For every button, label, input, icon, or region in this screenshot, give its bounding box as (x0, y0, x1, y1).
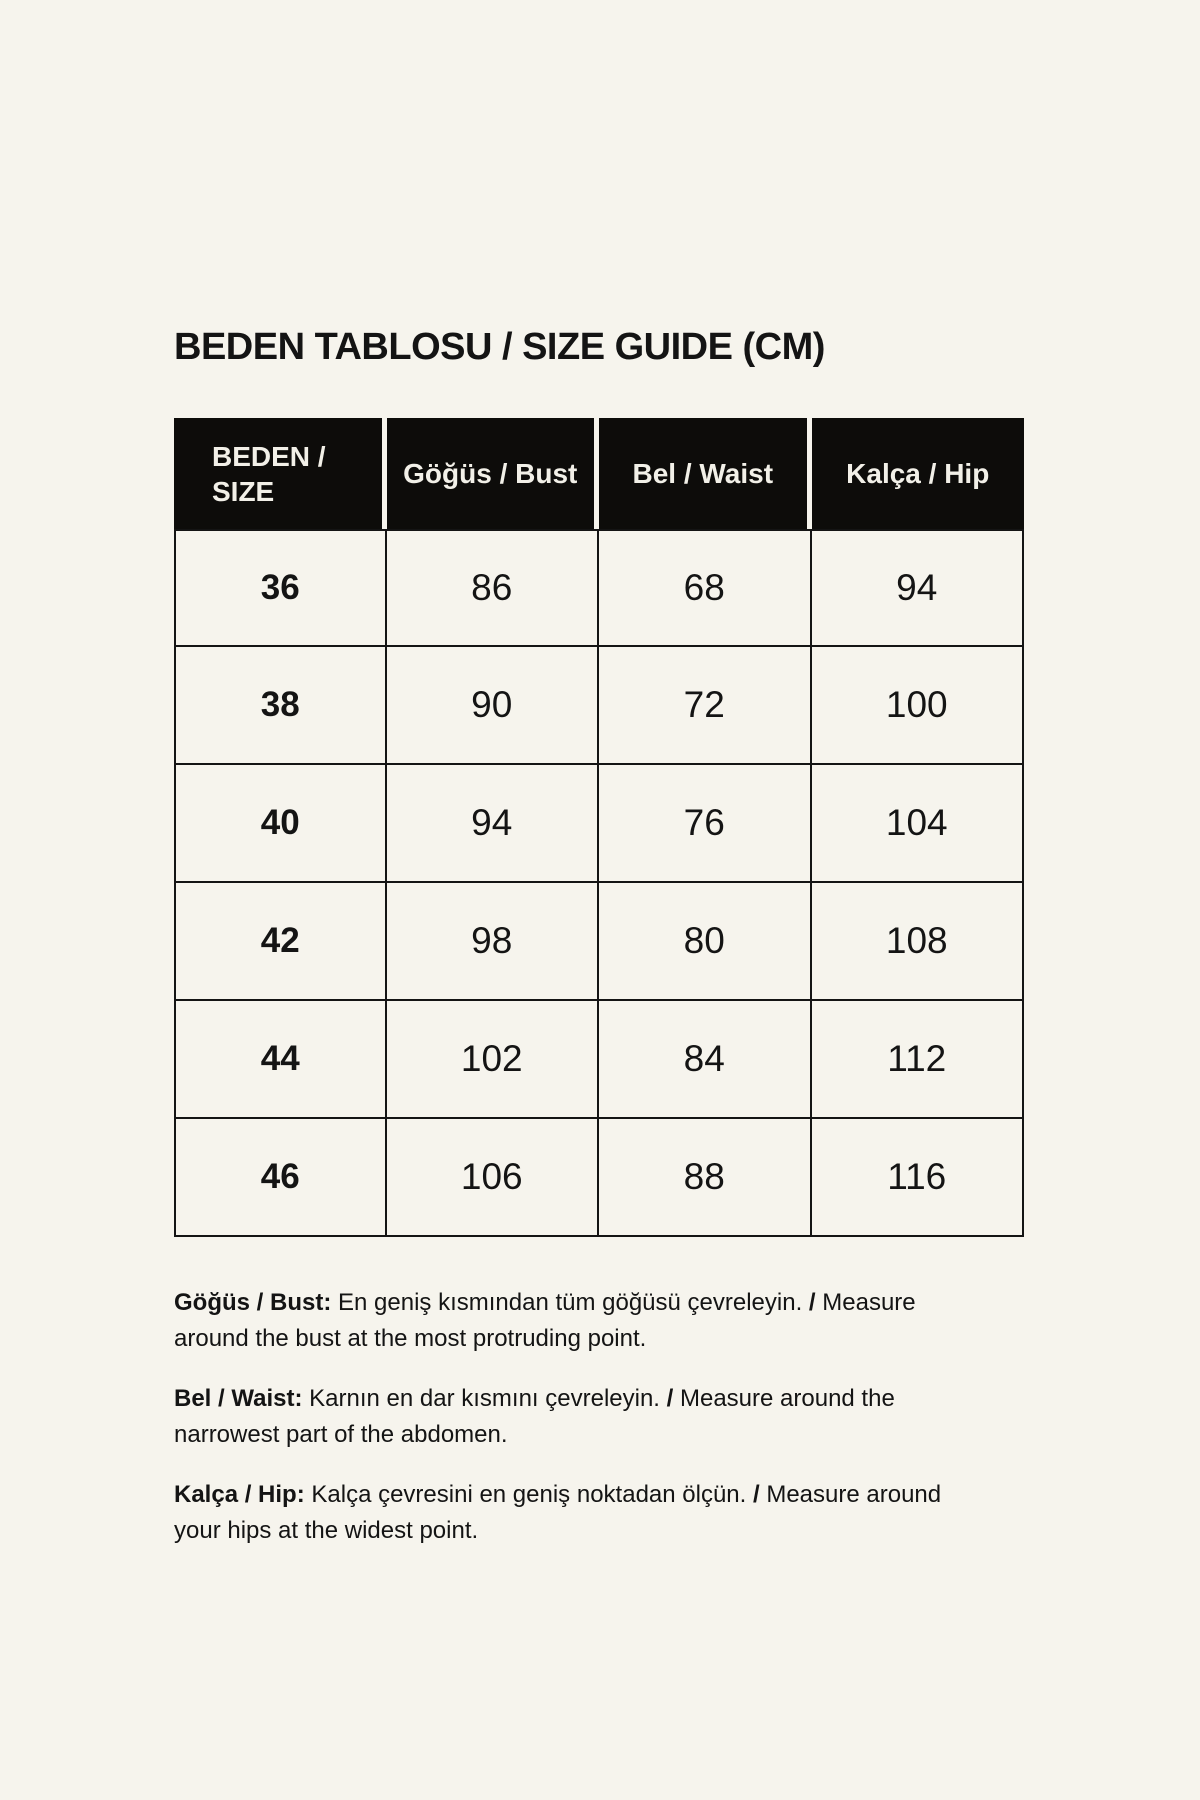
note-waist-text-en: Measure around the narrowest part of the abdomen. (174, 1385, 895, 1448)
note-hip-text-tr: Kalça çevresini en geniş noktadan ölçün. (311, 1481, 747, 1508)
table-row-44 (174, 1001, 1024, 1119)
size-table-body (174, 529, 1024, 1237)
cell-bust: 98 (387, 883, 600, 1001)
note-waist-separator: / (666, 1385, 674, 1412)
cell-hip: 112 (812, 1001, 1025, 1119)
note-bust-separator: / (808, 1289, 816, 1316)
cell-bust: 102 (387, 1001, 600, 1119)
cell-hip: 94 (812, 529, 1025, 647)
cell-bust: 86 (387, 529, 600, 647)
cell-waist: 80 (599, 883, 812, 1001)
cell-size: 40 (174, 765, 387, 883)
note-hip-label: Kalça / Hip: (174, 1481, 305, 1508)
note-waist (174, 1381, 974, 1453)
cell-size: 38 (174, 647, 387, 765)
table-row-38 (174, 647, 1024, 765)
note-waist-text-tr: Karnın en dar kısmını çevreleyin. (309, 1385, 660, 1412)
size-table-header-row (174, 418, 1024, 529)
cell-size: 36 (174, 529, 387, 647)
note-hip-separator: / (753, 1481, 760, 1508)
size-table-head (174, 418, 1024, 529)
measurement-notes (174, 1285, 974, 1549)
note-bust-label: Göğüs / Bust: (174, 1289, 332, 1316)
note-bust (174, 1285, 974, 1357)
cell-size: 42 (174, 883, 387, 1001)
col-header-hip: Kalça / Hip (812, 418, 1025, 529)
note-waist-label: Bel / Waist: (174, 1385, 303, 1412)
table-row-46 (174, 1119, 1024, 1237)
cell-bust: 94 (387, 765, 600, 883)
cell-hip: 100 (812, 647, 1025, 765)
cell-hip: 116 (812, 1119, 1025, 1237)
cell-bust: 106 (387, 1119, 600, 1237)
cell-hip: 108 (812, 883, 1025, 1001)
page-title: BEDEN TABLOSU / SIZE GUIDE (CM) (174, 326, 825, 368)
col-header-bust: Göğüs / Bust (387, 418, 600, 529)
cell-waist: 84 (599, 1001, 812, 1119)
note-bust-text-en: Measure around the bust at the most protruding point. (174, 1289, 916, 1352)
cell-waist: 88 (599, 1119, 812, 1237)
table-row-42 (174, 883, 1024, 1001)
cell-waist: 68 (599, 529, 812, 647)
note-hip (174, 1477, 974, 1549)
note-hip-text-en: Measure around your hips at the widest point. (174, 1481, 942, 1544)
table-row-36 (174, 529, 1024, 647)
cell-hip: 104 (812, 765, 1025, 883)
table-row-40 (174, 765, 1024, 883)
size-table (174, 418, 1024, 1237)
cell-waist: 76 (599, 765, 812, 883)
cell-size: 44 (174, 1001, 387, 1119)
col-header-size: BEDEN / SIZE (174, 418, 387, 529)
cell-waist: 72 (599, 647, 812, 765)
note-bust-text-tr: En geniş kısmından tüm göğüsü çevreleyin. (338, 1289, 803, 1316)
col-header-waist: Bel / Waist (599, 418, 812, 529)
cell-bust: 90 (387, 647, 600, 765)
cell-size: 46 (174, 1119, 387, 1237)
